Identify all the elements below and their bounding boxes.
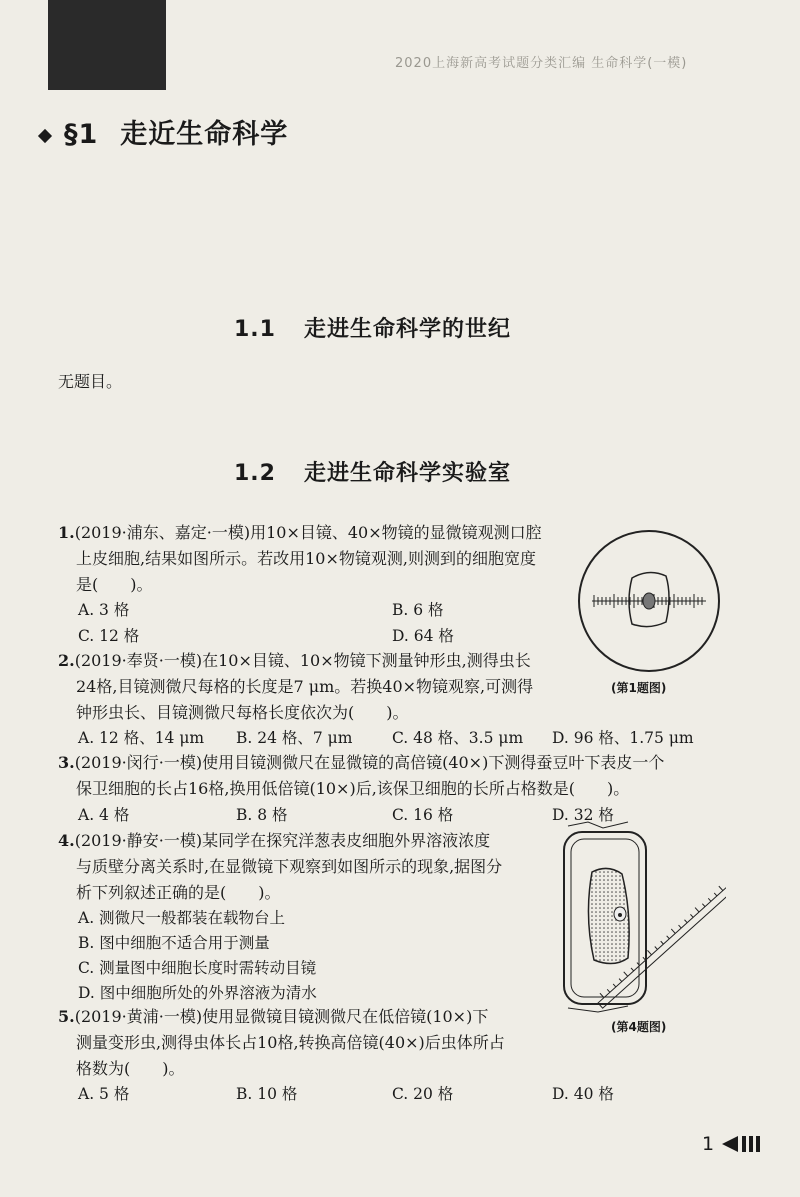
question-text-line: (2019·静安·一模)某同学在探究洋葱表皮细胞外界溶液浓度: [74, 831, 491, 850]
question-text-line: 是( )。: [76, 575, 153, 594]
option-d: D. 图中细胞所处的外界溶液为清水: [78, 984, 317, 1002]
diamond-icon: [38, 128, 52, 142]
question-text-line: (2019·浦东、嘉定·一模)用10×目镜、40×物镜的显微镜观测口腔: [74, 523, 542, 542]
page-marker-icon: [722, 1134, 762, 1154]
question-text-line: 测量变形虫,测得虫体长占10格,转换高倍镜(40×)后虫体所占: [76, 1033, 505, 1052]
option-b: B. 8 格: [236, 806, 288, 824]
option-a: A. 12 格、14 μm: [78, 729, 205, 747]
question-3: [58, 750, 664, 802]
option-d: D. 32 格: [552, 806, 614, 824]
question-2: [58, 648, 533, 726]
option-c: C. 测量图中细胞长度时需转动目镜: [78, 959, 317, 977]
option-d: D. 64 格: [392, 627, 454, 645]
option-d: D. 40 格: [552, 1085, 614, 1103]
chapter-number: §1: [64, 119, 99, 150]
chapter-title: 走近生命科学: [120, 119, 289, 150]
section-title: 走进生命科学实验室: [303, 461, 511, 486]
question-1: [58, 520, 542, 598]
option-b: B. 6 格: [392, 601, 444, 619]
question-number: 3.: [58, 753, 75, 772]
question-5: [58, 1004, 505, 1082]
question-text-line: 保卫细胞的长占16格,换用低倍镜(10×)后,该保卫细胞的长所占格数是( )。: [76, 779, 630, 798]
page-number: 1: [702, 1133, 715, 1155]
section-number: 1.1: [234, 317, 276, 342]
question-text-line: 格数为( )。: [76, 1059, 185, 1078]
chapter-heading: [40, 112, 288, 151]
question-number: 2.: [58, 651, 75, 670]
option-d: D. 96 格、1.75 μm: [552, 729, 694, 747]
chapter-tab-decoration: [48, 0, 166, 90]
question-text-line: 析下列叙述正确的是( )。: [76, 883, 281, 902]
question-number: 1.: [58, 523, 75, 542]
option-a: A. 5 格: [78, 1085, 130, 1103]
figure-1-caption: (第1题图): [611, 681, 667, 695]
section-heading-1-1: [234, 312, 511, 343]
question-number: 4.: [58, 831, 75, 850]
question-text-line: 上皮细胞,结果如图所示。若改用10×物镜观测,则测到的细胞宽度: [76, 549, 536, 568]
question-text-line: (2019·奉贤·一模)在10×目镜、10×物镜下测量钟形虫,测得虫长: [74, 651, 531, 670]
section-number: 1.2: [234, 461, 276, 486]
option-a: A. 4 格: [78, 806, 130, 824]
option-a: A. 测微尺一般都装在载物台上: [78, 909, 286, 927]
option-b: B. 图中细胞不适合用于测量: [78, 934, 270, 952]
figure-4-plasmolysis-cell: [558, 818, 726, 1016]
figure-4-caption: (第4题图): [611, 1020, 667, 1034]
section-heading-1-2: [234, 456, 511, 487]
question-text-line: 24格,目镜测微尺每格的长度是7 μm。若换40×物镜观察,可测得: [76, 677, 534, 696]
question-text-line: (2019·黄浦·一模)使用显微镜目镜测微尺在低倍镜(10×)下: [74, 1007, 489, 1026]
question-4: [58, 828, 502, 906]
option-b: B. 10 格: [236, 1085, 298, 1103]
question-text-line: (2019·闵行·一模)使用目镜测微尺在显微镜的高倍镜(40×)下测得蚕豆叶下表皮一个: [74, 753, 665, 772]
question-text-line: 与质壁分离关系时,在显微镜下观察到如图所示的现象,据图分: [76, 857, 503, 876]
option-c: C. 16 格: [392, 806, 454, 824]
option-c: C. 48 格、3.5 μm: [392, 729, 524, 747]
option-b: B. 24 格、7 μm: [236, 729, 353, 747]
option-c: C. 20 格: [392, 1085, 454, 1103]
question-text-line: 钟形虫长、目镜测微尺每格长度依次为( )。: [76, 703, 409, 722]
option-a: A. 3 格: [78, 601, 130, 619]
question-number: 5.: [58, 1007, 75, 1026]
section-title: 走进生命科学的世纪: [303, 317, 511, 342]
option-c: C. 12 格: [78, 627, 140, 645]
figure-1-microscope-field: [574, 526, 724, 676]
section-note: 无题目。: [58, 372, 123, 391]
running-header: 2020上海新高考试题分类汇编 生命科学(一模): [395, 56, 688, 71]
